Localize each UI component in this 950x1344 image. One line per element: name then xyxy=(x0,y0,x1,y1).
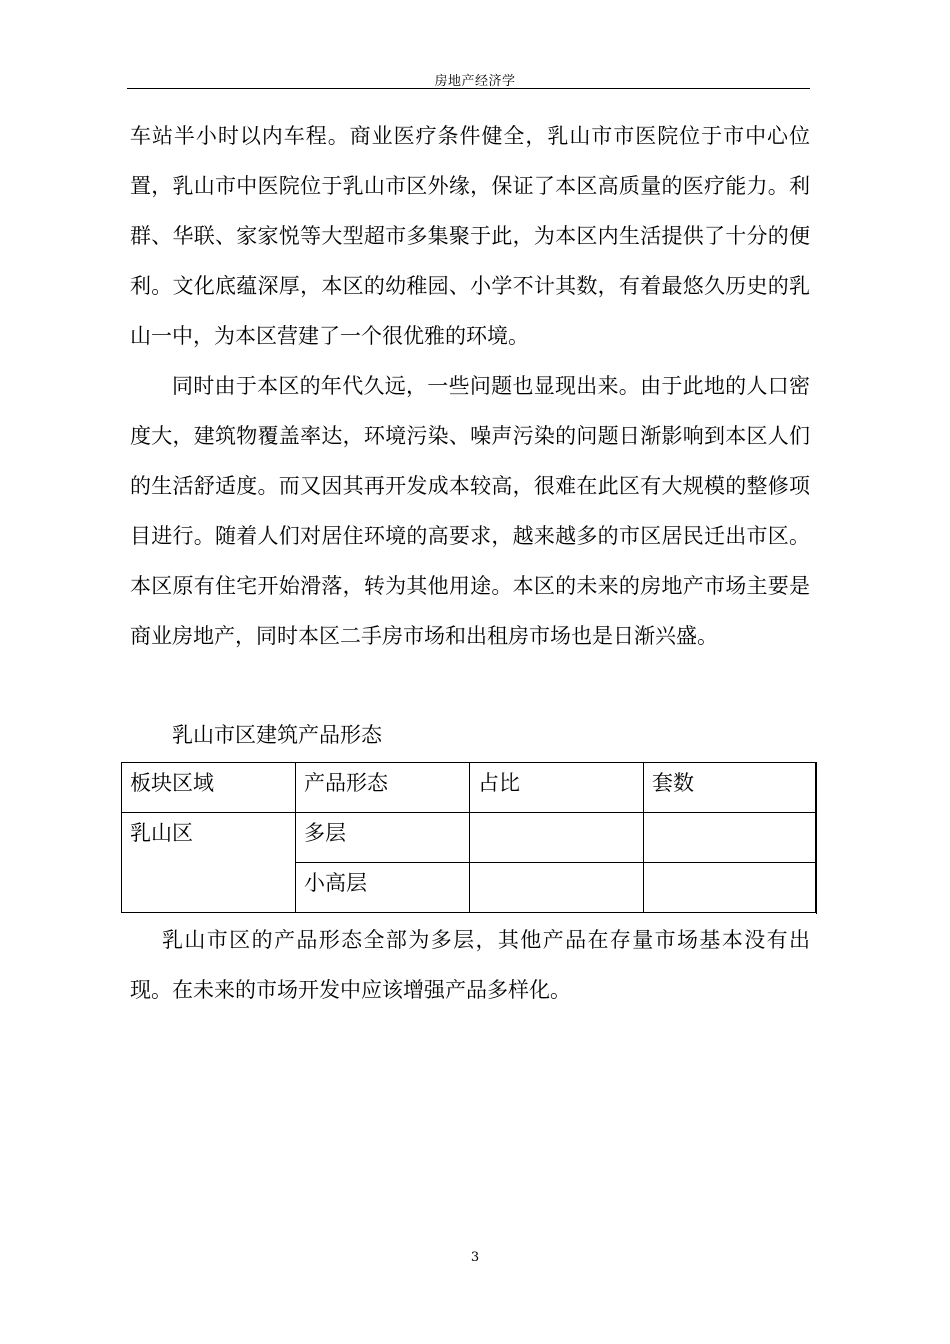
table-double-border xyxy=(816,762,817,914)
table-cell-units xyxy=(644,863,816,913)
body-paragraph: 乳山市区的产品形态全部为多层，其他产品在存量市场基本没有出现。在未来的市场开发中应该增强产品多样化。 xyxy=(130,928,810,1002)
header-rule xyxy=(127,88,810,89)
table-cell-units xyxy=(644,813,816,863)
body-paragraph: 车站半小时以内车程。商业医疗条件健全，乳山市市医院位于市中心位置，乳山市中医院位于乳山市区外缘，保证了本区高质量的医疗能力。利群、华联、家家悦等大型超市多集聚于此，为本区内生活提供了十分的便利。文化底蕴深厚，本区的幼稚园、小学不计其数，有着最悠久历史的乳山一中，为本区营建了一个很优雅的环境。 xyxy=(130,124,810,348)
table-cell-form: 小高层 xyxy=(296,863,470,913)
table-header-cell: 占比 xyxy=(470,763,644,813)
table-cell-share xyxy=(470,813,644,863)
table-header-row xyxy=(122,763,816,813)
page-number: 3 xyxy=(470,1250,480,1265)
table-cell-share xyxy=(470,863,644,913)
table-header-cell: 板块区域 xyxy=(122,763,296,813)
table-cell-region: 乳山区 xyxy=(122,813,296,913)
table-header-cell: 产品形态 xyxy=(296,763,470,813)
table-row xyxy=(122,813,816,863)
body-paragraph: 同时由于本区的年代久远，一些问题也显现出来。由于此地的人口密度大，建筑物覆盖率达，环境污染、噪声污染的问题日渐影响到本区人们的生活舒适度。而又因其再开发成本较高，很难在此区有大规模的整修项目进行。随着人们对居住环境的高要求，越来越多的市区居民迁出市区。本区原有住宅开始滑落，转为其他用途。本区的未来的房地产市场主要是商业房地产，同时本区二手房市场和出租房市场也是日渐兴盛。 xyxy=(130,374,810,648)
product-form-table xyxy=(121,762,816,913)
table-caption: 乳山市区建筑产品形态 xyxy=(172,723,382,747)
running-header-title: 房地产经济学 xyxy=(434,74,516,89)
table-cell-form: 多层 xyxy=(296,813,470,863)
table-header-cell: 套数 xyxy=(644,763,816,813)
